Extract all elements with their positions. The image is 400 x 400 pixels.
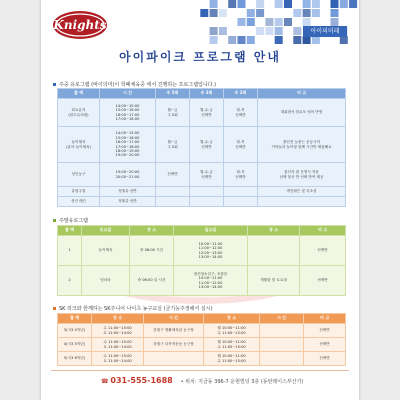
mosaic-tile (228, 36, 236, 44)
mosaic-tile (238, 36, 246, 44)
table-cell: 엄마라 (82, 266, 130, 296)
table-row (58, 163, 346, 187)
table-cell: 정철유 선반 (100, 197, 156, 207)
table-cell: 선택반 (304, 324, 346, 338)
mosaic-tile (284, 18, 292, 26)
mosaic-tile (293, 9, 301, 17)
mosaic-tile (293, 27, 301, 35)
table-cell: 화요유저 (탄도유치원) (58, 99, 100, 127)
table-cell: 강원구 생활체육관 농구장 (144, 324, 204, 338)
column-header: 시 간 (260, 314, 304, 324)
column-header: 일요일 (174, 226, 248, 236)
table-cell: 10:00~11:00 11:00~12:00 12:00~13:00 13:00~14:00 (174, 236, 248, 266)
table-cell: 놀이체육 (82, 236, 130, 266)
mosaic-tile (275, 36, 283, 44)
table-cell: 선택반 (156, 163, 190, 187)
table-row (58, 187, 346, 197)
bullet-icon (53, 83, 56, 86)
mosaic-tile (210, 9, 218, 17)
table-cell (156, 187, 190, 197)
mosaic-tile (256, 0, 264, 8)
column-header: 시 간 (144, 314, 204, 324)
mosaic-tile (265, 18, 273, 26)
table-cell: 선택반 (304, 352, 346, 366)
mosaic-tile (331, 18, 339, 26)
section-weekday-title: 주중 유로그램 (바이의미)이 학폐체육중 에서 진행하는 프로그램입니다.) (53, 81, 216, 88)
table-cell: 개인레슨 및 특조성 (258, 187, 346, 197)
table-row (58, 197, 346, 207)
program-poster (41, 0, 359, 400)
phone-icon: ☎ (101, 378, 109, 385)
mosaic-tile (228, 0, 236, 8)
table-row (58, 236, 346, 266)
table-cell: 개월함 및 토요대 (248, 266, 300, 296)
column-header: 비 고 (258, 89, 346, 99)
column-header: 장 소 (204, 314, 260, 324)
table-cell (224, 197, 258, 207)
table-cell: 성인농구 (58, 163, 100, 187)
column-header: 장 소 (130, 226, 174, 236)
table-cell (224, 187, 258, 197)
page-title: 아이파이크 프로그램 안내 (119, 50, 281, 64)
mosaic-tile (247, 18, 255, 26)
mosaic-tile (238, 0, 246, 8)
bullet-icon (53, 307, 56, 310)
table-cell: 1 (58, 236, 82, 266)
table-cell: 물산자 많 운영시 적용 선택 물산 반 선택 반여 제공 (258, 163, 346, 187)
table-cell (190, 197, 224, 207)
table-cell: 중 06:00 시간 (130, 236, 174, 266)
mosaic-tile (200, 9, 208, 17)
mosaic-tile (349, 0, 357, 8)
table-cell: 선택반 (300, 236, 346, 266)
address-text: • 위치: 지금동 396-7 운현빌딩 3층 (동탄레이스부산기) (180, 379, 304, 385)
footer-divider (51, 370, 349, 371)
mosaic-tile (275, 18, 283, 26)
mosaic-tile (312, 36, 320, 44)
table-cell: 월~금 주 5회 (156, 127, 190, 163)
mosaic-tile (312, 0, 320, 8)
table-cell (190, 187, 224, 197)
table-cell: 19:00~20:00 20:00~21:00 (100, 163, 156, 187)
table-row (58, 338, 346, 352)
decorative-mosaic (191, 0, 359, 46)
section-weekend-title: 주말유로그램 (53, 217, 88, 224)
table-cell: 3(국3 4학년) (58, 324, 92, 338)
table-cell: 5(국3 6학년) (58, 352, 92, 366)
table-cell: 중 06:00 일 시간 (130, 266, 174, 296)
footer-contact (101, 376, 303, 385)
column-header: 주 5회 (156, 89, 190, 99)
mosaic-tile (303, 36, 311, 44)
mosaic-tile (340, 36, 348, 44)
bullet-icon (53, 219, 56, 222)
table-row (58, 127, 346, 163)
weekend-program-table (57, 225, 346, 296)
mosaic-tile (210, 27, 218, 35)
column-header: 출 백 (58, 89, 100, 99)
column-header: 출 백 (58, 314, 92, 324)
table-cell: 수 11:00~15:00 토 11:00~14:00 (92, 352, 144, 366)
column-header: 장 소 (248, 226, 300, 236)
mosaic-tile (331, 0, 339, 8)
table-row (58, 99, 346, 127)
mosaic-tile (265, 27, 273, 35)
mosaic-tile (247, 36, 255, 44)
table-cell (260, 324, 304, 338)
table-cell (260, 352, 304, 366)
column-header: 토요일 (82, 226, 130, 236)
table-cell: 대회참석 블로포 영어 반영 (258, 99, 346, 127)
mosaic-tile (275, 0, 283, 8)
mosaic-tile (331, 9, 339, 17)
table-cell: 4(국3 5학년) (58, 338, 92, 352)
mosaic-tile (303, 9, 311, 17)
table-cell: 화.목 선택반 (224, 127, 258, 163)
table-cell: 정철유 선반 (100, 187, 156, 197)
mosaic-tile (219, 9, 227, 17)
table-cell (260, 338, 304, 352)
phone-number: 031-555-1688 (110, 376, 173, 385)
mosaic-tile (340, 0, 348, 8)
table-cell: 14:00~15:00 15:00~16:00 16:00~17:00 17:00~18:00 (100, 99, 156, 127)
mosaic-tile (303, 0, 311, 8)
knights-logo (51, 8, 109, 42)
table-row (58, 324, 346, 338)
table-cell: 수 11:00~15:00 토 11:00~14:00 (92, 324, 144, 338)
mosaic-tile (312, 9, 320, 17)
table-cell: 화.목 선택반 (224, 163, 258, 187)
column-header: 비 고 (304, 314, 346, 324)
table-cell: 광진청소년구, 포함한 10:00~11:00 11:00~12:00 13:00~14:00 (174, 266, 248, 296)
mosaic-tile (284, 0, 292, 8)
table-cell: 강원구 다목적운동 농구장 (144, 338, 204, 352)
table-cell: 유럽주열 (58, 187, 100, 197)
table-cell: 월.수.금 선택반 (190, 163, 224, 187)
table-cell: 출산전 늦중는 운동시켜 이야들과 놀이평 함께 시간반 체험해요 (258, 127, 346, 163)
table-cell: 선택반 (300, 266, 346, 296)
mosaic-tile (238, 18, 246, 26)
table-cell: 월 10:00~11:00 수 11:00~15:00 (204, 352, 260, 366)
mosaic-tile (303, 18, 311, 26)
column-header: 장 소 (92, 314, 144, 324)
mosaic-tile (293, 36, 301, 44)
table-cell: 수 11:00~15:00 토 11:00~14:00 (92, 338, 144, 352)
table-cell (248, 236, 300, 266)
table-cell: 월 10:00~11:00 수 11:00~15:00 (204, 324, 260, 338)
mosaic-tile (247, 9, 255, 17)
mosaic-tile (210, 0, 218, 8)
table-cell: 월.수.금 선택반 (190, 99, 224, 127)
table-cell (258, 197, 346, 207)
table-cell: 월 10:00~11:00 수 11:00~15:00 (204, 338, 260, 352)
mosaic-tile (275, 27, 283, 35)
table-cell (144, 352, 204, 366)
table-cell: 2 (58, 266, 82, 296)
weekday-program-table (57, 88, 346, 207)
table-row (58, 352, 346, 366)
mosaic-tile (256, 27, 264, 35)
table-cell: 14:00~15:00 15:00~16:00 16:00~17:00 17:00~18:00 18:00~19:00 19:00~20:00 (100, 127, 156, 163)
table-cell (156, 197, 190, 207)
section-sk-title: SK 리크와 한께하는 SK주니어 나이츠 농구교실 (금기능주정해서 실시) (53, 305, 213, 312)
svg-text:Knights: Knights (53, 18, 107, 32)
mosaic-tile (219, 27, 227, 35)
mosaic-tile (256, 9, 264, 17)
header-tag: 아이의미래 (303, 26, 347, 37)
table-row (58, 266, 346, 296)
column-header: 주 2회 (224, 89, 258, 99)
table-cell: 선택반 (304, 338, 346, 352)
column-header: 시 간 (100, 89, 156, 99)
table-cell: 성인 레슨 (58, 197, 100, 207)
table-cell: 월.수.금 선택반 (190, 127, 224, 163)
column-header: 비 고 (300, 226, 346, 236)
sk-basketball-table (57, 313, 346, 366)
column-header: 출 백 (58, 226, 82, 236)
table-cell: 놀이체육 (유아 놀이체육) (58, 127, 100, 163)
table-cell: 화.목 선택반 (224, 99, 258, 127)
mosaic-tile (210, 36, 218, 44)
column-header: 주 3회 (190, 89, 224, 99)
table-cell: 월~금 주 5회 (156, 99, 190, 127)
